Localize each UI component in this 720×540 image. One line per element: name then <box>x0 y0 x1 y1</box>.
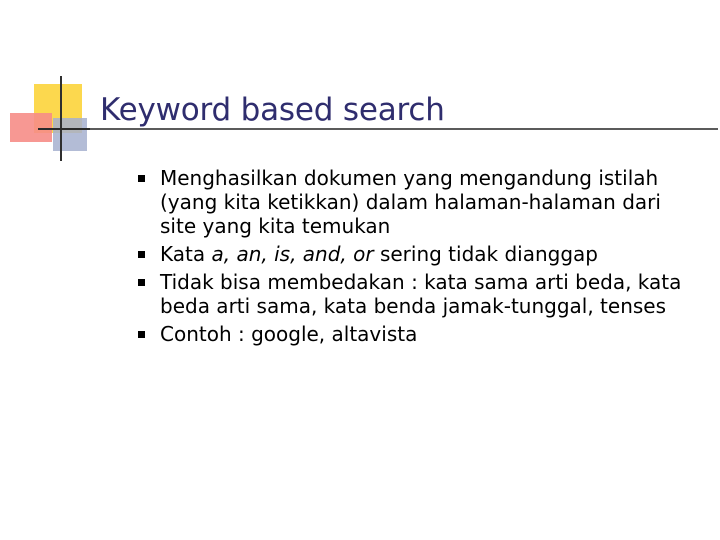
decoration-vertical-line <box>60 76 62 161</box>
slide-title: Keyword based search <box>100 92 445 128</box>
bullet-item <box>138 242 698 266</box>
bullet-text-italic: a, an, is, and, or <box>211 242 374 266</box>
bullet-text: Tidak bisa membedakan : kata sama arti beda, kata beda arti sama, kata benda jamak-tunggal, tenses <box>160 270 682 318</box>
corner-decoration <box>0 0 110 170</box>
square-bullet-icon <box>138 331 145 338</box>
bullet-list <box>138 166 698 350</box>
decoration-blue-square <box>53 118 87 151</box>
bullet-item <box>138 322 698 346</box>
bullet-text: Menghasilkan dokumen yang mengandung istilah (yang kita ketikkan) dalam halaman-halaman dari site yang kita temukan <box>160 166 661 238</box>
bullet-item <box>138 166 698 238</box>
title-underline-rule <box>38 128 718 130</box>
square-bullet-icon <box>138 175 145 182</box>
square-bullet-icon <box>138 279 145 286</box>
bullet-text-suffix: sering tidak dianggap <box>373 242 598 266</box>
title-underline-accent <box>38 128 90 130</box>
bullet-text-prefix: Kata <box>160 242 212 266</box>
bullet-text: Contoh : google, altavista <box>160 322 418 346</box>
square-bullet-icon <box>138 251 145 258</box>
bullet-item <box>138 270 698 318</box>
